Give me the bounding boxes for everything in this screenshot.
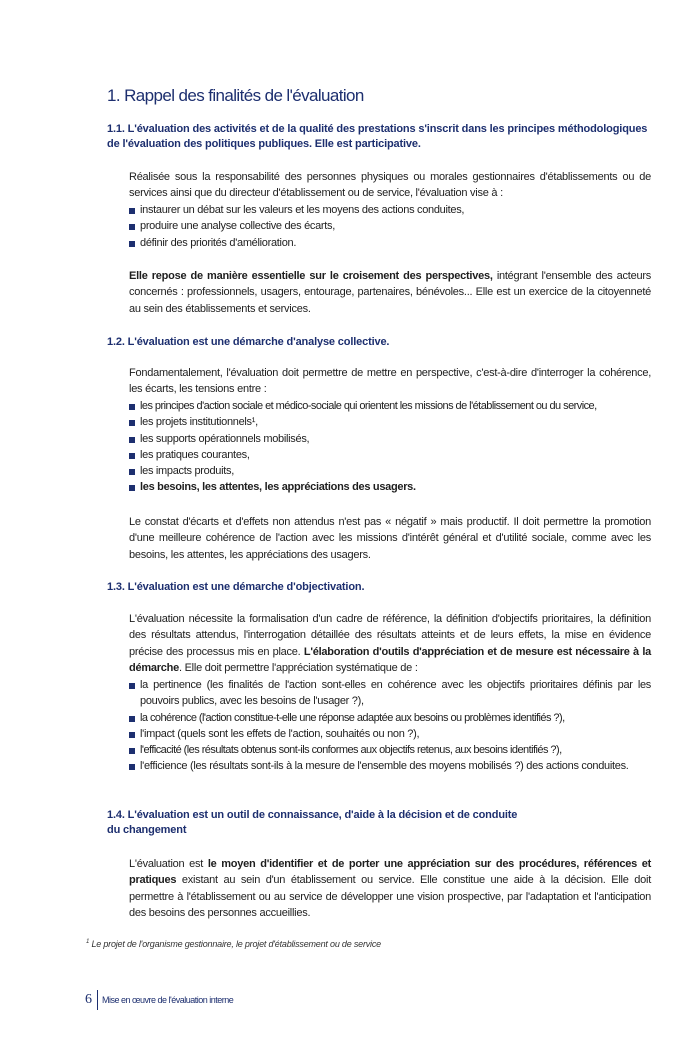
subsection-heading-1-1: 1.1. L'évaluation des activités et de la qualité des prestations s'inscrit dans les principes méthodologiques de l'évaluation des politiques publiques. Elle est participative. — [107, 123, 648, 150]
list-item: les impacts produits, — [129, 463, 651, 479]
emphasis: le moyen d'identifier et de porter une appréciation sur des procédures, références et pratiques — [129, 858, 651, 887]
heading-line: 1.4. L'évaluation est un outil de connaissance, d'aide à la décision et de conduite — [107, 809, 518, 821]
paragraph-text: . Elle doit permettre l'appréciation systématique de : — [178, 661, 418, 674]
paragraph-text: intégrant l'ensemble des acteurs concernés : professionnels, usagers, entourage, partenaires, bénévoles... Elle est un exercice de la citoyenneté au sein des établissements et services. — [129, 270, 651, 315]
paragraph-text: L'évaluation nécessite la formalisation d'un cadre de référence, la définition d'objectifs prioritaires, la définition des résultats attendus, l'interrogation détaillée des résultats atteints et de leurs effets, la mise en évidence précise des processus mis en place. — [129, 613, 651, 658]
subsection-heading-1-2: 1.2. L'évaluation est une démarche d'analyse collective. — [107, 336, 390, 348]
footnote-text: Le projet de l'organisme gestionnaire, le projet d'établissement ou de service — [89, 939, 381, 949]
footnote — [86, 939, 381, 949]
list-item: la cohérence (l'action constitue-t-elle une réponse adaptée aux besoins ou problèmes identifiés ?), — [129, 710, 651, 726]
list-item: l'efficacité (les résultats obtenus sont-ils conformes aux objectifs retenus, aux besoins identifiés ?), — [129, 742, 651, 758]
list-item: produire une analyse collective des écarts, — [129, 218, 651, 234]
bullet-list — [129, 398, 651, 496]
list-item: les principes d'action sociale et médico-sociale qui orientent les missions de l'établissement ou du service, — [129, 398, 651, 414]
paragraph: Réalisée sous la responsabilité des personnes physiques ou morales gestionnaires d'établissements ou de services ainsi que du directeur d'établissement ou de service, l'évaluation vise à : — [129, 171, 651, 200]
paragraph-text: existant au sein d'un établissement ou service. Elle constitue une aide à la décision. Elle doit permettre à l'établissement ou au service de développer une vision prospective, par l'adaptation et l'anticipation des besoins des personnes accueillies. — [129, 874, 651, 919]
paragraph — [129, 856, 651, 921]
list-item: les pratiques courantes, — [129, 447, 651, 463]
footnote-mark: 1 — [86, 939, 90, 945]
section-title: 1. Rappel des finalités de l'évaluation — [107, 86, 364, 105]
paragraph-text: L'évaluation est — [129, 858, 208, 870]
list-item: l'efficience (les résultats sont-ils à la mesure de l'ensemble des moyens mobilisés ?) des actions conduites. — [129, 758, 651, 774]
subsection-heading-1-3: 1.3. L'évaluation est une démarche d'objectivation. — [107, 581, 365, 593]
list-item: instaurer un débat sur les valeurs et les moyens des actions conduites, — [129, 202, 651, 218]
list-item: l'impact (quels sont les effets de l'action, souhaités ou non ?), — [129, 726, 651, 742]
paragraph: Fondamentalement, l'évaluation doit permettre de mettre en perspective, c'est-à-dire d'interroger la cohérence, les écarts, les tensions entre : — [129, 367, 651, 396]
list-item: les besoins, les attentes, les appréciations des usagers. — [129, 479, 651, 495]
page-number: 6 — [85, 992, 92, 1007]
bullet-list — [129, 202, 651, 251]
heading-line: du changement — [107, 824, 187, 836]
paragraph: Le constat d'écarts et d'effets non attendus n'est pas « négatif » mais productif. Il doit permettre la promotion d'une meilleure cohérence de l'action avec les missions d'intérêt général et d'utilité sociale, comme avec les besoins, les attentes, les appréciations des usagers. — [129, 516, 651, 561]
emphasis: Elle repose de manière essentielle sur le croisement des perspectives, — [129, 270, 493, 282]
subsection-heading-1-4 — [107, 808, 652, 838]
footer-divider — [97, 990, 98, 1010]
list-item: la pertinence (les finalités de l'action sont-elles en cohérence avec les objectifs prioritaires définis par les pouvoirs publics, avec les besoins de l'usager ?), — [129, 677, 651, 710]
list-item: les projets institutionnels¹, — [129, 414, 651, 430]
paragraph — [129, 611, 651, 676]
page-footer — [85, 989, 233, 1011]
bullet-list — [129, 677, 651, 775]
list-item: les supports opérationnels mobilisés, — [129, 431, 651, 447]
paragraph — [129, 268, 651, 317]
list-item: définir des priorités d'amélioration. — [129, 235, 651, 251]
emphasis: L'élaboration d'outils d'appréciation et de mesure est nécessaire à la démarche — [129, 645, 651, 674]
running-footer-title: Mise en œuvre de l'évaluation interne — [102, 995, 234, 1005]
